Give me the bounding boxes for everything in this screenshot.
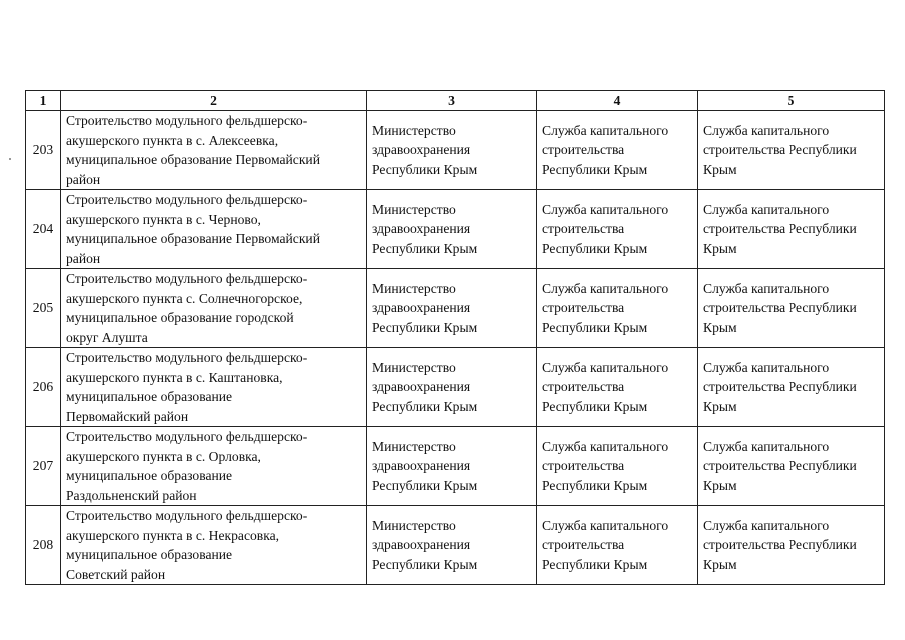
table-row bbox=[26, 506, 885, 585]
developer: Служба капитального строительства Республики Крым bbox=[537, 111, 698, 190]
customer: Министерство здравоохранения Республики Крым bbox=[367, 506, 537, 585]
header-col-1: 1 bbox=[26, 91, 61, 111]
header-row bbox=[26, 91, 885, 111]
project-name: Строительство модульного фельдшерско- акушерского пункта в с. Черново, муниципальное образование Первомайский район bbox=[61, 190, 367, 269]
project-name: Строительство модульного фельдшерско- акушерского пункта с. Солнечногорское, муниципальное образование городской округ Алушта bbox=[61, 269, 367, 348]
header-col-3: 3 bbox=[367, 91, 537, 111]
contractor: Служба капитального строительства Республики Крым bbox=[698, 506, 885, 585]
developer: Служба капитального строительства Республики Крым bbox=[537, 427, 698, 506]
table-row bbox=[26, 348, 885, 427]
contractor: Служба капитального строительства Республики Крым bbox=[698, 348, 885, 427]
row-number: 204 bbox=[26, 190, 61, 269]
contractor: Служба капитального строительства Республики Крым bbox=[698, 190, 885, 269]
row-number: 203 bbox=[26, 111, 61, 190]
table-row bbox=[26, 427, 885, 506]
customer: Министерство здравоохранения Республики Крым bbox=[367, 269, 537, 348]
developer: Служба капитального строительства Республики Крым bbox=[537, 190, 698, 269]
customer: Министерство здравоохранения Республики Крым bbox=[367, 348, 537, 427]
row-number: 207 bbox=[26, 427, 61, 506]
projects-table bbox=[25, 90, 885, 585]
row-number: 205 bbox=[26, 269, 61, 348]
project-name: Строительство модульного фельдшерско- акушерского пункта в с. Алексеевка, муниципальное образование Первомайский район bbox=[61, 111, 367, 190]
project-name: Строительство модульного фельдшерско- акушерского пункта в с. Некрасовка, муниципальное образование Советский район bbox=[61, 506, 367, 585]
table-row bbox=[26, 190, 885, 269]
scan-speck bbox=[9, 158, 11, 160]
project-name: Строительство модульного фельдшерско- акушерского пункта в с. Орловка, муниципальное образование Раздольненский район bbox=[61, 427, 367, 506]
table-row bbox=[26, 111, 885, 190]
customer: Министерство здравоохранения Республики Крым bbox=[367, 111, 537, 190]
row-number: 208 bbox=[26, 506, 61, 585]
header-col-4: 4 bbox=[537, 91, 698, 111]
contractor: Служба капитального строительства Республики Крым bbox=[698, 111, 885, 190]
contractor: Служба капитального строительства Республики Крым bbox=[698, 427, 885, 506]
customer: Министерство здравоохранения Республики Крым bbox=[367, 190, 537, 269]
header-col-5: 5 bbox=[698, 91, 885, 111]
developer: Служба капитального строительства Республики Крым bbox=[537, 348, 698, 427]
contractor: Служба капитального строительства Республики Крым bbox=[698, 269, 885, 348]
table-row bbox=[26, 269, 885, 348]
developer: Служба капитального строительства Республики Крым bbox=[537, 269, 698, 348]
developer: Служба капитального строительства Республики Крым bbox=[537, 506, 698, 585]
header-col-2: 2 bbox=[61, 91, 367, 111]
row-number: 206 bbox=[26, 348, 61, 427]
project-name: Строительство модульного фельдшерско- акушерского пункта в с. Каштановка, муниципальное образование Первомайский район bbox=[61, 348, 367, 427]
customer: Министерство здравоохранения Республики Крым bbox=[367, 427, 537, 506]
